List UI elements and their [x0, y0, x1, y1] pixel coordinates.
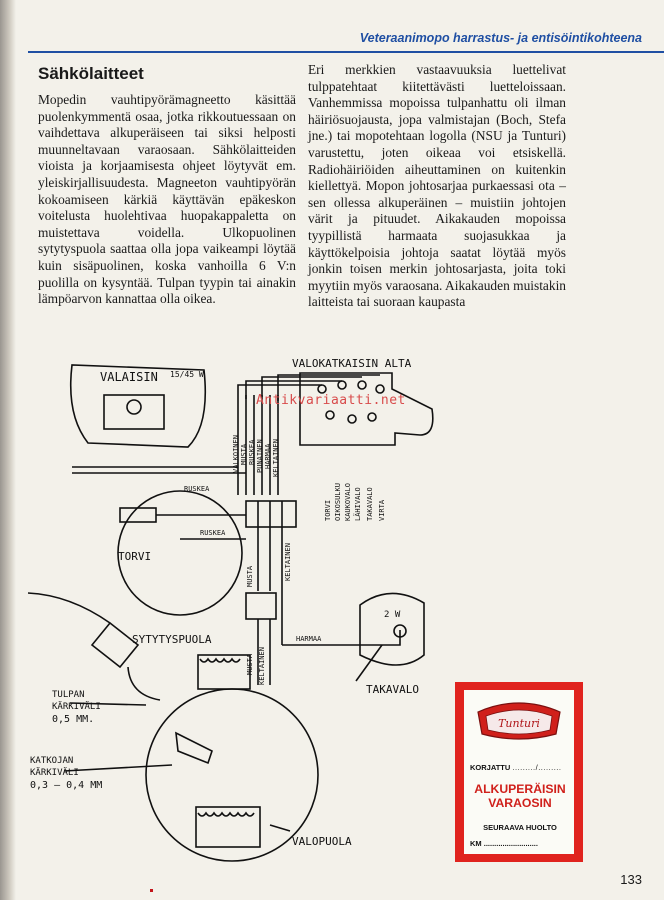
- wire-label-ruskea: RUSKEA: [248, 439, 256, 465]
- tulpan-label-3: 0,5 MM.: [52, 714, 95, 725]
- wire-label-keltainen: KELTAINEN: [272, 439, 280, 477]
- terminal-kaukovalo: KAUKOVALO: [344, 483, 352, 521]
- harmaa-low-label: HARMAA: [296, 635, 322, 643]
- sticker-next-service: SEURAAVA HUOLTO: [483, 823, 557, 832]
- sticker-km-label: KM: [470, 839, 482, 848]
- wire-label-valkoinen: VALKOINEN: [232, 435, 240, 473]
- sticker-original: [470, 782, 570, 810]
- tunturi-sticker: [455, 682, 583, 862]
- tunturi-brand: Tunturi: [498, 717, 540, 730]
- text-column-right: [308, 62, 566, 311]
- ruskea-mid-label: RUSKEA: [200, 529, 226, 537]
- sticker-inner: [464, 690, 574, 854]
- takavalo-label: TAKAVALO: [366, 683, 419, 696]
- katkojan-label-2: KÄRKIVÄLI: [30, 768, 79, 778]
- tulpan-label-2: KÄRKIVÄLI: [52, 702, 101, 712]
- ruskea-top-label: RUSKEA: [184, 485, 210, 493]
- tunturi-logo: [472, 698, 566, 742]
- connector-block-upper: [246, 501, 296, 527]
- sticker-repaired-label: KORJATTU: [470, 763, 511, 772]
- valopuola-label: VALOPUOLA: [292, 835, 352, 848]
- sticker-original-line1: ALKUPERÄISIN: [474, 782, 566, 796]
- running-header: [28, 22, 664, 52]
- katkojan-label-3: 0,3 – 0,4 MM: [30, 780, 103, 791]
- text-column-left: [38, 62, 296, 308]
- sticker-km: [470, 839, 570, 848]
- sticker-repaired: [470, 763, 570, 772]
- watermark: Antikvariaatti.net: [256, 393, 406, 408]
- terminal-oikosulku: OIKOSULKU: [334, 483, 342, 521]
- running-title: Veteraanimopo harrastus- ja entisöintikohteena: [359, 31, 642, 45]
- breaker-points-icon: [176, 733, 212, 763]
- header-rule: [28, 51, 664, 53]
- section-title: Sähkölaitteet: [38, 64, 144, 83]
- terminal-torvi: TORVI: [324, 499, 332, 521]
- valaisin-rating: 15/45 W: [170, 370, 204, 379]
- keltainen-low-label: KELTAINEN: [258, 647, 266, 685]
- valokatkaisin-label: VALOKATKAISIN ALTA: [292, 357, 412, 370]
- wire-label-musta: MUSTA: [240, 443, 248, 465]
- takavalo-rating: 2 W: [384, 610, 401, 620]
- print-mark: [150, 889, 153, 892]
- sticker-original-line2: VARAOSIN: [488, 796, 552, 810]
- wire-label-harmaa: HARMAA: [264, 443, 272, 469]
- terminal-virta: VIRTA: [378, 499, 386, 521]
- sytytyspuola-label: SYTYTYSPUOLA: [132, 633, 212, 646]
- sticker-km-dots: ..........................: [483, 839, 538, 848]
- tail-lamp-outline: [360, 593, 424, 665]
- keltainen-vertical-label: KELTAINEN: [284, 543, 292, 581]
- sticker-repaired-dots: ........./.........: [512, 763, 562, 772]
- connector-block-lower: [246, 593, 276, 619]
- body-paragraph-left: Mopedin vauhtipyörämagneetto käsittää puolenkymmentä osaa, jotka rikkoutuessaan on vaihdettava alkuperäiseen tai siksi helposti muunneltavaan varaosaan. Sähkölaitteiden vioista ja korjaamisesta ohjeet löytyvät em. yleiskirjallisuudesta. Magneeton vauhtipyörän kokoamiseen kärkiä käyttävän epäkeskon voitelusta huolehtivaa huopakappaletta on muistettava voidella. Ulkopuolinen sytytyspuola saattaa olla jopa vaikeampi löytää kuin sisäpuolinen, koska vanhoilla 6 V:n puolilla on kysyntää. Tulpan tyypin tai ainakin lämpöarvon kannattaa olla oikea.: [38, 92, 296, 307]
- wire-label-punainen: PUNAINEN: [256, 439, 264, 473]
- terminal-lahivalo: LÄHIVALO: [354, 487, 362, 521]
- musta-vertical-label: MUSTA: [246, 565, 254, 587]
- body-paragraph-right: Eri merkkien vastaavuuksia luettelivat tulppatehtaat kiitettävästi luetteloissaan. Vanhemmissa mopoissa tulpanhattu oli ilman häiriösuojausta, jopa valmistajan (Boch, Stefa jne.) tai mopotehtaan logolla (NSU ja Tunturi) varustettu, joten oikeaa voi etsiskellä. Radiohäiriöiden aiheuttaminen on kuitenkin kiellettyä. Mopon johtosarjaa purkaessasi ota – sen ollessa alkuperäinen – muistiin johtojen värit ja pituudet. Aikakauden mopoissa tyypillistä harmaata suojasukkaa ja käyttökelpoisia johtoja saatat löytää myös jonkin toisen merkin johtosarjasta, joita toki myytiin myös varaosana. Aikakauden muistakin laitteista tai suoraan kaupasta: [308, 62, 566, 310]
- horn-terminal: [120, 508, 156, 522]
- terminal-takavalo: TAKAVALO: [366, 487, 374, 521]
- headlamp-bulb-icon: [127, 400, 141, 414]
- musta-low-label: MUSTA: [246, 653, 254, 675]
- valaisin-label: VALAISIN: [100, 370, 158, 384]
- page-number: 133: [620, 872, 642, 887]
- katkojan-label-1: KATKOJAN: [30, 756, 74, 766]
- tulpan-label-1: TULPAN: [52, 690, 85, 700]
- torvi-label: TORVI: [118, 550, 152, 563]
